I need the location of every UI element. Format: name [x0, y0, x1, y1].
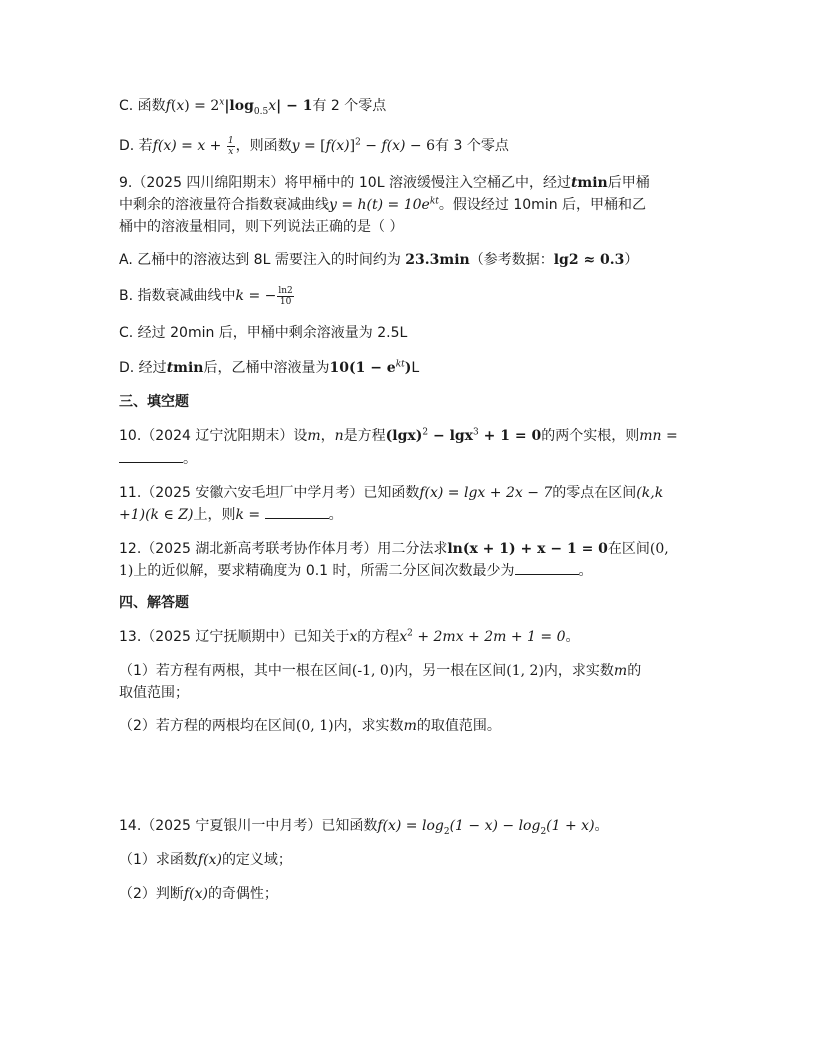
q10-line2: 。 — [119, 447, 699, 471]
q13-part1-line2: 取值范围； — [119, 685, 189, 701]
q9-option-b: B. 指数衰减曲线中k = − $\frac{\ln 2}{10}$ — [119, 285, 293, 307]
section-heading-fill-blank: 三、填空题 — [119, 394, 189, 410]
q13-part2: （2）若方程的两根均在区间(0, 1)内，求实数m的取值范围。 — [119, 718, 501, 734]
fraction: $\frac{1}{x}$ — [227, 135, 234, 157]
answer-blank[interactable] — [515, 559, 579, 575]
q9-line3: 桶中的溶液量相同，则下列说法正确的是（ ） — [119, 219, 404, 235]
q9-option-c: C. 经过 20min 后，甲桶中剩余溶液量为 2.5L — [119, 325, 408, 341]
q9-option-d: D. 经过tmin后，乙桶中溶液量为$10(1 - e^{kt})L$ — [119, 359, 420, 376]
q14-part2: （2）判断f(x)的奇偶性； — [119, 886, 278, 902]
q14-line1: 14.（2025 宁夏银川一中月考）已知函数$f(x) = \log_2(1 - x) - \log_2(1 + x)$。 — [119, 818, 609, 837]
q11-line1: 11.（2025 安徽六安毛坦厂中学月考）已知函数f(x) = lgx + 2x − 7的零点在区间(k,k — [119, 485, 664, 501]
q9-line2: 中剩余的溶液量符合指数衰减曲线$y = h(t) = 10e^{kt}$。假设经过 10min 后，甲桶和乙 — [119, 196, 647, 213]
option-c-q8: C. 函数$f(x) = 2^x|\log_{0.5}x| - 1$有 2 个零点 — [119, 97, 387, 117]
q9-line1: 9.（2025 四川绵阳期末）将甲桶中的 10L 溶液缓慢注入空桶乙中，经过tmin后甲桶 — [119, 175, 650, 191]
q11-line2: +1)(k ∈ Z)上，则k = 。 — [119, 503, 699, 527]
option-d-q8: D. 若f(x) = x + $\frac{1}{x}$ ，则函数$y = [f(x)]^2 - f(x) - 6$有 3 个零点 — [119, 135, 509, 157]
section-heading-solve: 四、解答题 — [119, 595, 189, 611]
answer-blank[interactable] — [265, 503, 329, 519]
q12-line1: 12.（2025 湖北新高考联考协作体月考）用二分法求ln(x + 1) + x − 1 = 0在区间(0, — [119, 541, 669, 557]
option-label: C. 函数 — [119, 98, 166, 114]
q12-line2: 1)上的近似解，要求精确度为 0.1 时，所需二分区间次数最少为 。 — [119, 559, 699, 583]
answer-blank[interactable] — [119, 447, 183, 463]
q9-option-a: A. 乙桶中的溶液达到 8L 需要注入的时间约为 23.3min（参考数据：lg2 ≈ 0.3） — [119, 252, 639, 268]
q14-part1: （1）求函数f(x)的定义域； — [119, 852, 292, 868]
q10-line1: 10.（2024 辽宁沈阳期末）设m，n是方程$(\lg x)^2 - \lg x^3 + 1 = 0$的两个实根，则mn = — [119, 427, 678, 444]
q13-part1-line1: （1）若方程有两根，其中一根在区间(-1, 0)内，另一根在区间(1, 2)内，求实数m的 — [119, 663, 642, 679]
q13-line1: 13.（2025 辽宁抚顺期中）已知关于x的方程$x^2 + 2mx + 2m + 1 = 0$。 — [119, 628, 580, 645]
fraction: $\frac{\ln 2}{10}$ — [278, 285, 293, 307]
